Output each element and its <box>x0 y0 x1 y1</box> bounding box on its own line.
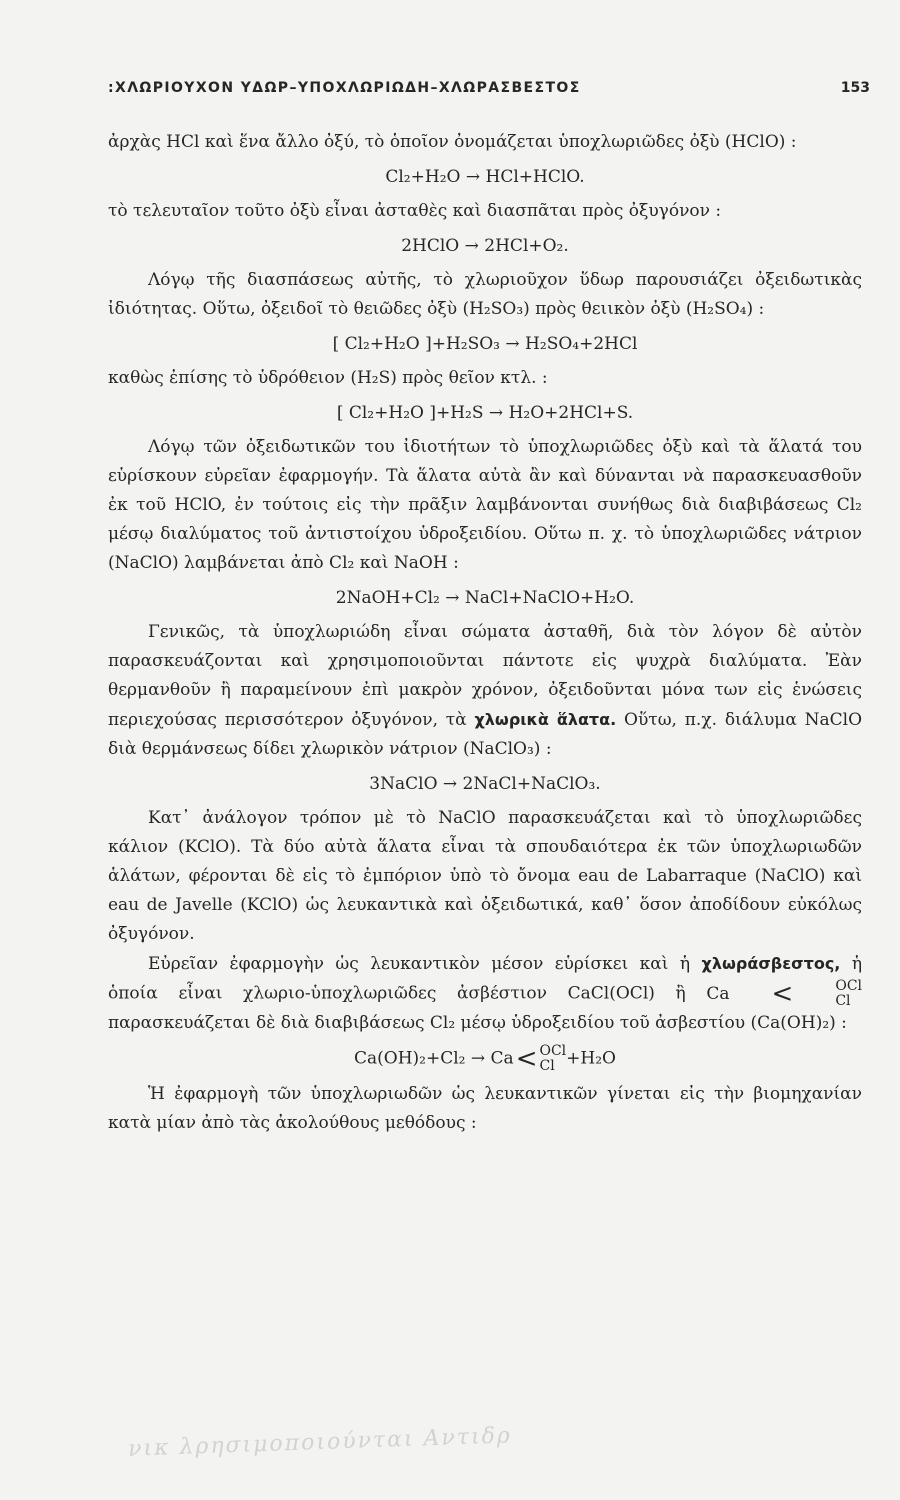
inline-stack <box>795 979 862 1009</box>
inline-stack-top: OCl <box>835 978 863 994</box>
equation-7-stack-bottom: Cl <box>539 1058 555 1074</box>
paragraph-2: τὸ τελευταῖον τοῦτο ὀξὺ εἶναι ἀσταθὲς καὶ διασπᾶται πρὸς ὀξυγόνον : <box>108 201 722 221</box>
equation-7-bracket: < <box>515 1044 538 1074</box>
paragraph-7: Κατ᾽ ἀνάλογον τρόπον μὲ τὸ NaClO παρασκευάζεται καὶ τὸ ὑποχλωριῶδες κάλιον (KClO). Τὰ δύο αὐτὰ ἅλατα εἶναι τὰ σπουδαιότερα ἐκ τῶν ὑποχλωριωδῶν ἁλάτων, φέρονται δὲ εἰς τὸ ἐμπόριον ὑπὸ τὸ ὄνομα eau de Labarraque (NaClO) καὶ eau de Javelle (KClO) ὡς λευκαντικὰ καὶ ὀξειδωτικά, καθ᾽ ὅσον ἀποδίδουν εὐκόλως ὀξυγόνον. <box>108 808 862 944</box>
equation-3: [ Cl₂+H₂O ]+H₂SO₃ → H₂SO₄+2HCl <box>332 334 638 354</box>
equation-7-stack-top: OCl <box>539 1043 567 1059</box>
paragraph-6-text-a: Γενικῶς, τὰ ὑποχλωριώδη εἶναι σώματα ἀσταθῆ, διὰ τὸν λόγον δὲ αὐτὸν παρασκευάζονται καὶ χρησιμοποιοῦνται πάντοτε εἰς ψυχρὰ διαλύματα. Ἐὰν θερμανθοῦν ἢ παραμείνουν ἐπὶ μακρὸν χρόνον, ὀξειδοῦνται μόνα των εἰς ἑνώσεις περιεχούσας περισσότερον ὀξυγόνον, τὰ <box>108 622 862 730</box>
paragraph-6 <box>108 618 862 764</box>
body-text <box>108 128 862 1138</box>
handwritten-note: νικ λρησιμοποιούνται Αντιδρ <box>127 1423 513 1462</box>
paragraph-8 <box>108 949 862 1038</box>
equation-7-stack <box>539 1044 566 1074</box>
paragraph-8-text-b: ἡ ὁποία εἶναι χλωριο-ὑποχλωριῶδες ἀσβέστιον CaCl(OCl) ἢ <box>108 954 863 1004</box>
equation-7 <box>108 1044 862 1074</box>
term-chlorates: χλωρικὰ ἅλατα. <box>474 710 617 729</box>
paragraph-3: Λόγῳ τῆς διασπάσεως αὐτῆς, τὸ χλωριοῦχον ὕδωρ παρουσιάζει ὀξειδωτικὰς ἰδιότητας. Οὕτω, ὀξειδοῖ τὸ θειῶδες ὀξὺ (H₂SO₃) πρὸς θειικὸν ὀξὺ (H₂SO₄) : <box>108 270 862 319</box>
inline-bracket: < <box>771 979 794 1009</box>
inline-structural-formula <box>706 978 863 1009</box>
term-bleaching-powder: χλωράσβεστος, <box>701 954 841 973</box>
equation-6: 3NaClO → 2NaCl+NaClO₃. <box>369 774 601 794</box>
equation-4: [ Cl₂+H₂O ]+H₂S → H₂O+2HCl+S. <box>336 403 634 423</box>
inline-stack-bottom: Cl <box>835 993 851 1009</box>
equation-1: Cl₂+H₂O → HCl+HClO. <box>385 167 585 187</box>
running-title: :ΧΛΩΡΙΟΥΧΟΝ ΥΔΩΡ–ΥΠΟΧΛΩΡΙΩΔΗ–ΧΛΩΡΑΣΒΕΣΤΟΣ <box>108 80 581 96</box>
equation-7-left: Ca(OH)₂+Cl₂ → Ca <box>354 1048 514 1069</box>
paragraph-9: Ἡ ἐφαρμογὴ τῶν ὑποχλωριωδῶν ὡς λευκαντικῶν γίνεται εἰς τὴν βιομηχανίαν κατὰ μίαν ἀπὸ τὰς ἀκολούθους μεθόδους : <box>108 1084 862 1133</box>
paragraph-8-text-a: Εὐρεῖαν ἐφαρμογὴν ὡς λευκαντικὸν μέσον εὑρίσκει καὶ ἡ <box>148 954 691 974</box>
equation-5: 2NaOH+Cl₂ → NaCl+NaClO+H₂O. <box>335 588 635 608</box>
equation-7-right: +H₂O <box>566 1048 616 1069</box>
paragraph-1: ἀρχὰς HCl καὶ ἕνα ἄλλο ὀξύ, τὸ ὁποῖον ὀνομάζεται ὑποχλωριῶδες ὀξὺ (HClO) : <box>108 132 797 152</box>
paragraph-5: Λόγῳ τῶν ὀξειδωτικῶν του ἰδιοτήτων τὸ ὑποχλωριῶδες ὀξὺ καὶ τὰ ἅλατά του εὑρίσκουν εὐρεῖαν ἐφαρμογήν. Τὰ ἅλατα αὐτὰ ἂν καὶ δύνανται νὰ παρασκευασθοῦν ἐκ τοῦ HClO, ἐν τούτοις εἰς τὴν πρᾶξιν λαμβάνονται συνήθως διὰ διαβιβάσεως Cl₂ μέσῳ διαλύματος τοῦ ἀντιστοίχου ὑδροξειδίου. Οὕτω π. χ. τὸ ὑποχλωριῶδες νάτριον (NaClO) λαμβάνεται ἀπὸ Cl₂ καὶ NaOH : <box>108 437 862 573</box>
paragraph-8-text-c: παρασκευάζεται δὲ διὰ διαβιβάσεως Cl₂ μέσῳ ὑδροξειδίου τοῦ ἀσβεστίου (Ca(OH)₂) : <box>108 1013 847 1033</box>
paragraph-6-text-b: Οὕτω, π.χ. διάλυμα NaClO διὰ θερμάνσεως δίδει χλωρικὸν νάτριον (NaClO₃) : <box>108 710 863 759</box>
page-number: 153 <box>840 80 870 96</box>
equation-2: 2HClO → 2HCl+O₂. <box>401 236 569 256</box>
paragraph-4: καθὼς ἐπίσης τὸ ὑδρόθειον (H₂S) πρὸς θεῖον κτλ. : <box>108 368 548 388</box>
page-header <box>108 80 870 102</box>
inline-ca: Ca <box>706 983 730 1004</box>
